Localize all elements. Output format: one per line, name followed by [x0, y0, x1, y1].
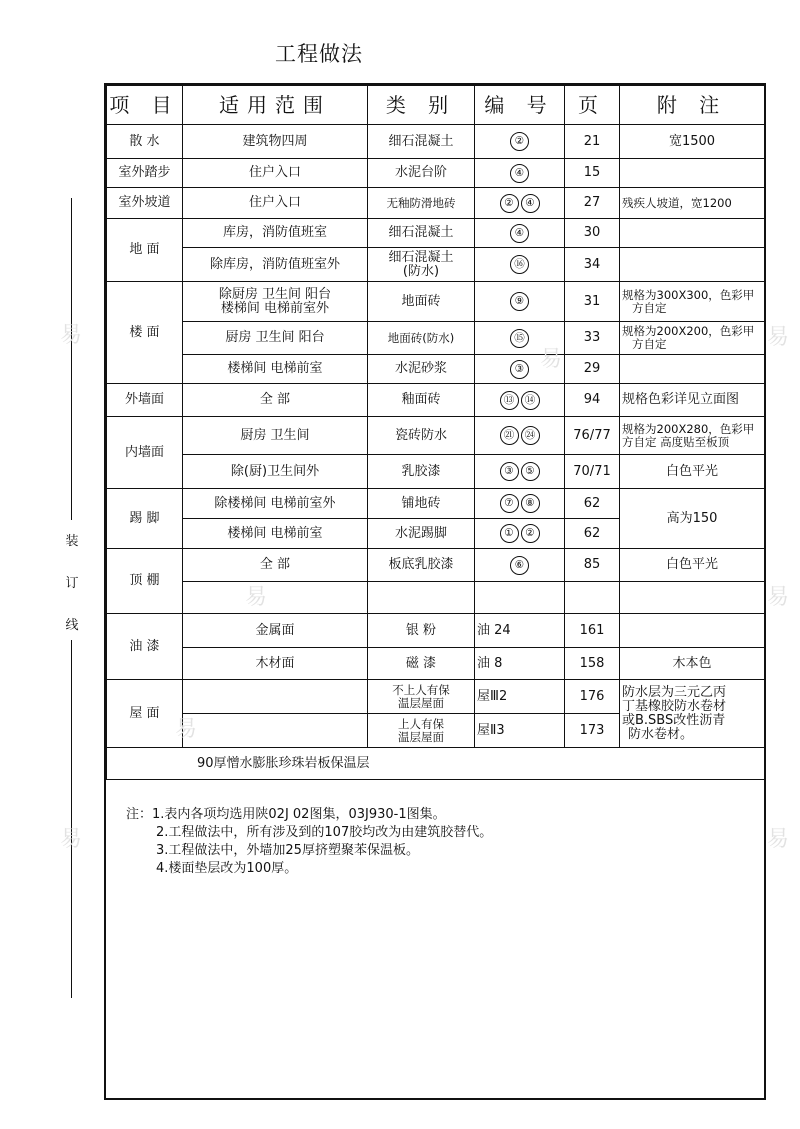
code-badge: ④	[510, 164, 529, 183]
type-cell: 水泥砂浆	[368, 355, 475, 384]
page-cell: 161	[565, 614, 620, 648]
table-row	[107, 188, 765, 219]
header-page: 页	[565, 86, 620, 125]
watermark: 易	[245, 585, 268, 610]
code-cell	[475, 582, 565, 614]
insulation-layer-cell: 90厚憎水膨胀珍珠岩板保温层	[107, 748, 765, 780]
code-cell	[475, 159, 565, 188]
type-cell: 地面砖(防水)	[368, 322, 475, 355]
note-cell	[620, 219, 765, 248]
note-cell	[620, 680, 765, 748]
note-line: 规格为200X280，色彩甲	[622, 421, 755, 436]
note-cell: 宽1500	[620, 125, 765, 159]
code-badge: ⑧	[521, 494, 540, 513]
item-cell: 内墙面	[107, 417, 183, 489]
scope-cell: 厨房 卫生间	[183, 417, 368, 455]
code-cell: 屋Ⅱ3	[475, 714, 565, 748]
code-badge: ⑭	[521, 391, 540, 410]
scope-cell	[183, 282, 368, 322]
type-cell: 地面砖	[368, 282, 475, 322]
table-row	[107, 248, 765, 282]
page-cell: 176	[565, 680, 620, 714]
scope-cell: 库房，消防值班室	[183, 219, 368, 248]
header-type: 类 别	[368, 86, 475, 125]
type-cell: 水泥踢脚	[368, 519, 475, 549]
table-row	[107, 455, 765, 489]
table-row	[107, 282, 765, 322]
page-cell: 158	[565, 648, 620, 680]
code-badge: ⑥	[510, 556, 529, 575]
code-cell: 屋Ⅲ2	[475, 680, 565, 714]
page-cell: 76/77	[565, 417, 620, 455]
type-line: 不上人有保	[392, 682, 450, 697]
code-badge: ②	[521, 524, 540, 543]
note-line: 或B.SBS改性沥青	[622, 712, 726, 728]
scope-cell	[183, 680, 368, 714]
page-cell: 173	[565, 714, 620, 748]
table-row	[107, 417, 765, 455]
code-badge: ②	[510, 132, 529, 151]
note-cell	[620, 417, 765, 455]
table-row	[107, 125, 765, 159]
note-line: 规格为300X300，色彩甲	[622, 287, 755, 302]
type-cell: 磁 漆	[368, 648, 475, 680]
note-line: 规格为200X200，色彩甲	[622, 324, 755, 338]
type-cell	[368, 680, 475, 714]
code-badge: ⑬	[500, 391, 519, 410]
item-cell: 顶 棚	[107, 549, 183, 614]
type-line: 温层屋面	[398, 729, 444, 744]
code-badge: ⑮	[510, 329, 529, 348]
page-cell: 94	[565, 384, 620, 417]
page-cell	[565, 582, 620, 614]
item-cell: 屋 面	[107, 680, 183, 748]
note-item: 4.楼面垫层改为100厚。	[156, 861, 298, 876]
code-cell	[475, 125, 565, 159]
table-row	[107, 355, 765, 384]
code-badge: ㉔	[521, 426, 540, 445]
type-cell: 板底乳胶漆	[368, 549, 475, 582]
type-cell: 铺地砖	[368, 489, 475, 519]
watermark: 易	[60, 827, 83, 852]
code-cell	[475, 219, 565, 248]
code-badge: ①	[500, 524, 519, 543]
scope-cell: 住户入口	[183, 188, 368, 219]
page-cell: 15	[565, 159, 620, 188]
type-cell: 水泥台阶	[368, 159, 475, 188]
code-cell	[475, 248, 565, 282]
scope-cell: 全 部	[183, 384, 368, 417]
type-line: (防水)	[402, 263, 440, 279]
note-cell	[620, 248, 765, 282]
watermark: 易	[175, 717, 198, 742]
scope-cell: 住户入口	[183, 159, 368, 188]
item-cell: 油 漆	[107, 614, 183, 680]
scope-cell: 楼梯间 电梯前室	[183, 519, 368, 549]
note-cell: 规格色彩详见立面图	[620, 384, 765, 417]
code-cell: 油 24	[475, 614, 565, 648]
code-cell: 油 8	[475, 648, 565, 680]
scope-cell: 厨房 卫生间 阳台	[183, 322, 368, 355]
header-code: 编 号	[475, 86, 565, 125]
note-cell	[620, 282, 765, 322]
page-cell: 21	[565, 125, 620, 159]
page-cell: 85	[565, 549, 620, 582]
note-item: 注：1.表内各项均选用陕02J 02图集，03J930-1图集。	[126, 807, 446, 822]
item-cell: 地 面	[107, 219, 183, 282]
binding-line-bottom	[71, 640, 72, 998]
header-note: 附 注	[620, 86, 765, 125]
note-cell: 白色平光	[620, 549, 765, 582]
note-cell	[620, 582, 765, 614]
code-badge: ④	[510, 224, 529, 243]
note-item: 3.工程做法中，外墙加25厚挤塑聚苯保温板。	[156, 843, 419, 858]
scope-line: 楼梯间 电梯前室外	[220, 300, 330, 316]
watermark: 易	[767, 585, 790, 610]
item-cell: 外墙面	[107, 384, 183, 417]
table-row	[107, 748, 765, 780]
table-header-row	[107, 86, 765, 125]
construction-spec-table	[106, 85, 765, 780]
type-cell: 瓷砖防水	[368, 417, 475, 455]
code-cell	[475, 282, 565, 322]
page-cell: 70/71	[565, 455, 620, 489]
note-cell: 残疾人坡道，宽1200	[620, 188, 765, 219]
scope-cell: 木材面	[183, 648, 368, 680]
scope-cell: 建筑物四周	[183, 125, 368, 159]
note-cell	[620, 614, 765, 648]
page-cell: 29	[565, 355, 620, 384]
table-row	[107, 582, 765, 614]
binding-mark-zhuang: 装	[62, 530, 82, 549]
scope-cell: 除库房，消防值班室外	[183, 248, 368, 282]
watermark: 易	[540, 347, 563, 372]
note-cell: 高为150	[620, 489, 765, 549]
header-scope: 适用范围	[183, 86, 368, 125]
code-cell	[475, 417, 565, 455]
code-badge: ⑦	[500, 494, 519, 513]
code-badge: ④	[521, 194, 540, 213]
page-cell: 33	[565, 322, 620, 355]
page-cell: 27	[565, 188, 620, 219]
note-cell	[620, 355, 765, 384]
code-badge: ③	[510, 360, 529, 379]
code-badge: ②	[500, 194, 519, 213]
page-cell: 34	[565, 248, 620, 282]
note-line: 防水卷材。	[628, 726, 694, 742]
page-cell: 62	[565, 519, 620, 549]
watermark: 易	[767, 325, 790, 350]
code-badge: ⑨	[510, 292, 529, 311]
type-line: 温层屋面	[398, 695, 444, 710]
table-row	[107, 489, 765, 519]
type-cell: 釉面砖	[368, 384, 475, 417]
code-cell	[475, 188, 565, 219]
code-badge: ⑯	[510, 255, 529, 274]
type-cell	[368, 248, 475, 282]
binding-mark-ding: 订	[62, 572, 82, 591]
item-cell: 散 水	[107, 125, 183, 159]
note-cell: 木本色	[620, 648, 765, 680]
table-row	[107, 322, 765, 355]
code-cell	[475, 549, 565, 582]
table-row	[107, 384, 765, 417]
type-cell: 无釉防滑地砖	[368, 188, 475, 219]
note-cell	[620, 159, 765, 188]
scope-cell: 楼梯间 电梯前室	[183, 355, 368, 384]
table-row	[107, 549, 765, 582]
scope-cell	[183, 582, 368, 614]
type-cell: 银 粉	[368, 614, 475, 648]
note-line: 丁基橡胶防水卷材	[622, 698, 727, 714]
code-badge: ㉑	[500, 426, 519, 445]
notes-block	[126, 806, 492, 878]
watermark: 易	[60, 323, 83, 348]
table-row	[107, 159, 765, 188]
page-cell: 62	[565, 489, 620, 519]
scope-cell: 除楼梯间 电梯前室外	[183, 489, 368, 519]
type-cell	[368, 582, 475, 614]
note-line: 方自定 高度贴至板顶	[622, 434, 730, 449]
table-row	[107, 680, 765, 714]
scope-cell	[183, 714, 368, 748]
code-badge: ⑤	[521, 462, 540, 481]
item-cell: 室外踏步	[107, 159, 183, 188]
code-cell	[475, 384, 565, 417]
note-line: 方自定	[632, 300, 667, 315]
scope-cell: 金属面	[183, 614, 368, 648]
binding-mark-xian: 线	[62, 614, 82, 633]
watermark: 易	[767, 827, 790, 852]
type-cell: 细石混凝土	[368, 125, 475, 159]
table-row	[107, 614, 765, 648]
note-line: 方自定	[632, 337, 667, 351]
note-cell	[620, 322, 765, 355]
type-line: 细石混凝土	[388, 249, 454, 265]
note-cell: 白色平光	[620, 455, 765, 489]
code-cell	[475, 489, 565, 519]
type-cell	[368, 714, 475, 748]
header-item: 项 目	[107, 86, 183, 125]
code-cell	[475, 519, 565, 549]
code-cell	[475, 455, 565, 489]
note-line: 防水层为三元乙丙	[622, 684, 727, 700]
page-cell: 30	[565, 219, 620, 248]
item-cell: 踢 脚	[107, 489, 183, 549]
scope-cell: 全 部	[183, 549, 368, 582]
item-cell: 室外坡道	[107, 188, 183, 219]
code-badge: ③	[500, 462, 519, 481]
type-line: 上人有保	[398, 716, 444, 731]
note-item: 2.工程做法中，所有涉及到的107胶均改为由建筑胶替代。	[156, 825, 493, 840]
type-cell: 细石混凝土	[368, 219, 475, 248]
page-cell: 31	[565, 282, 620, 322]
binding-line-top	[71, 198, 72, 520]
type-cell: 乳胶漆	[368, 455, 475, 489]
scope-cell: 除(厨)卫生间外	[183, 455, 368, 489]
table-row	[107, 648, 765, 680]
scope-line: 除厨房 卫生间 阳台	[218, 286, 332, 302]
page-title: 工程做法	[275, 42, 363, 66]
item-cell: 楼 面	[107, 282, 183, 384]
table-row	[107, 219, 765, 248]
